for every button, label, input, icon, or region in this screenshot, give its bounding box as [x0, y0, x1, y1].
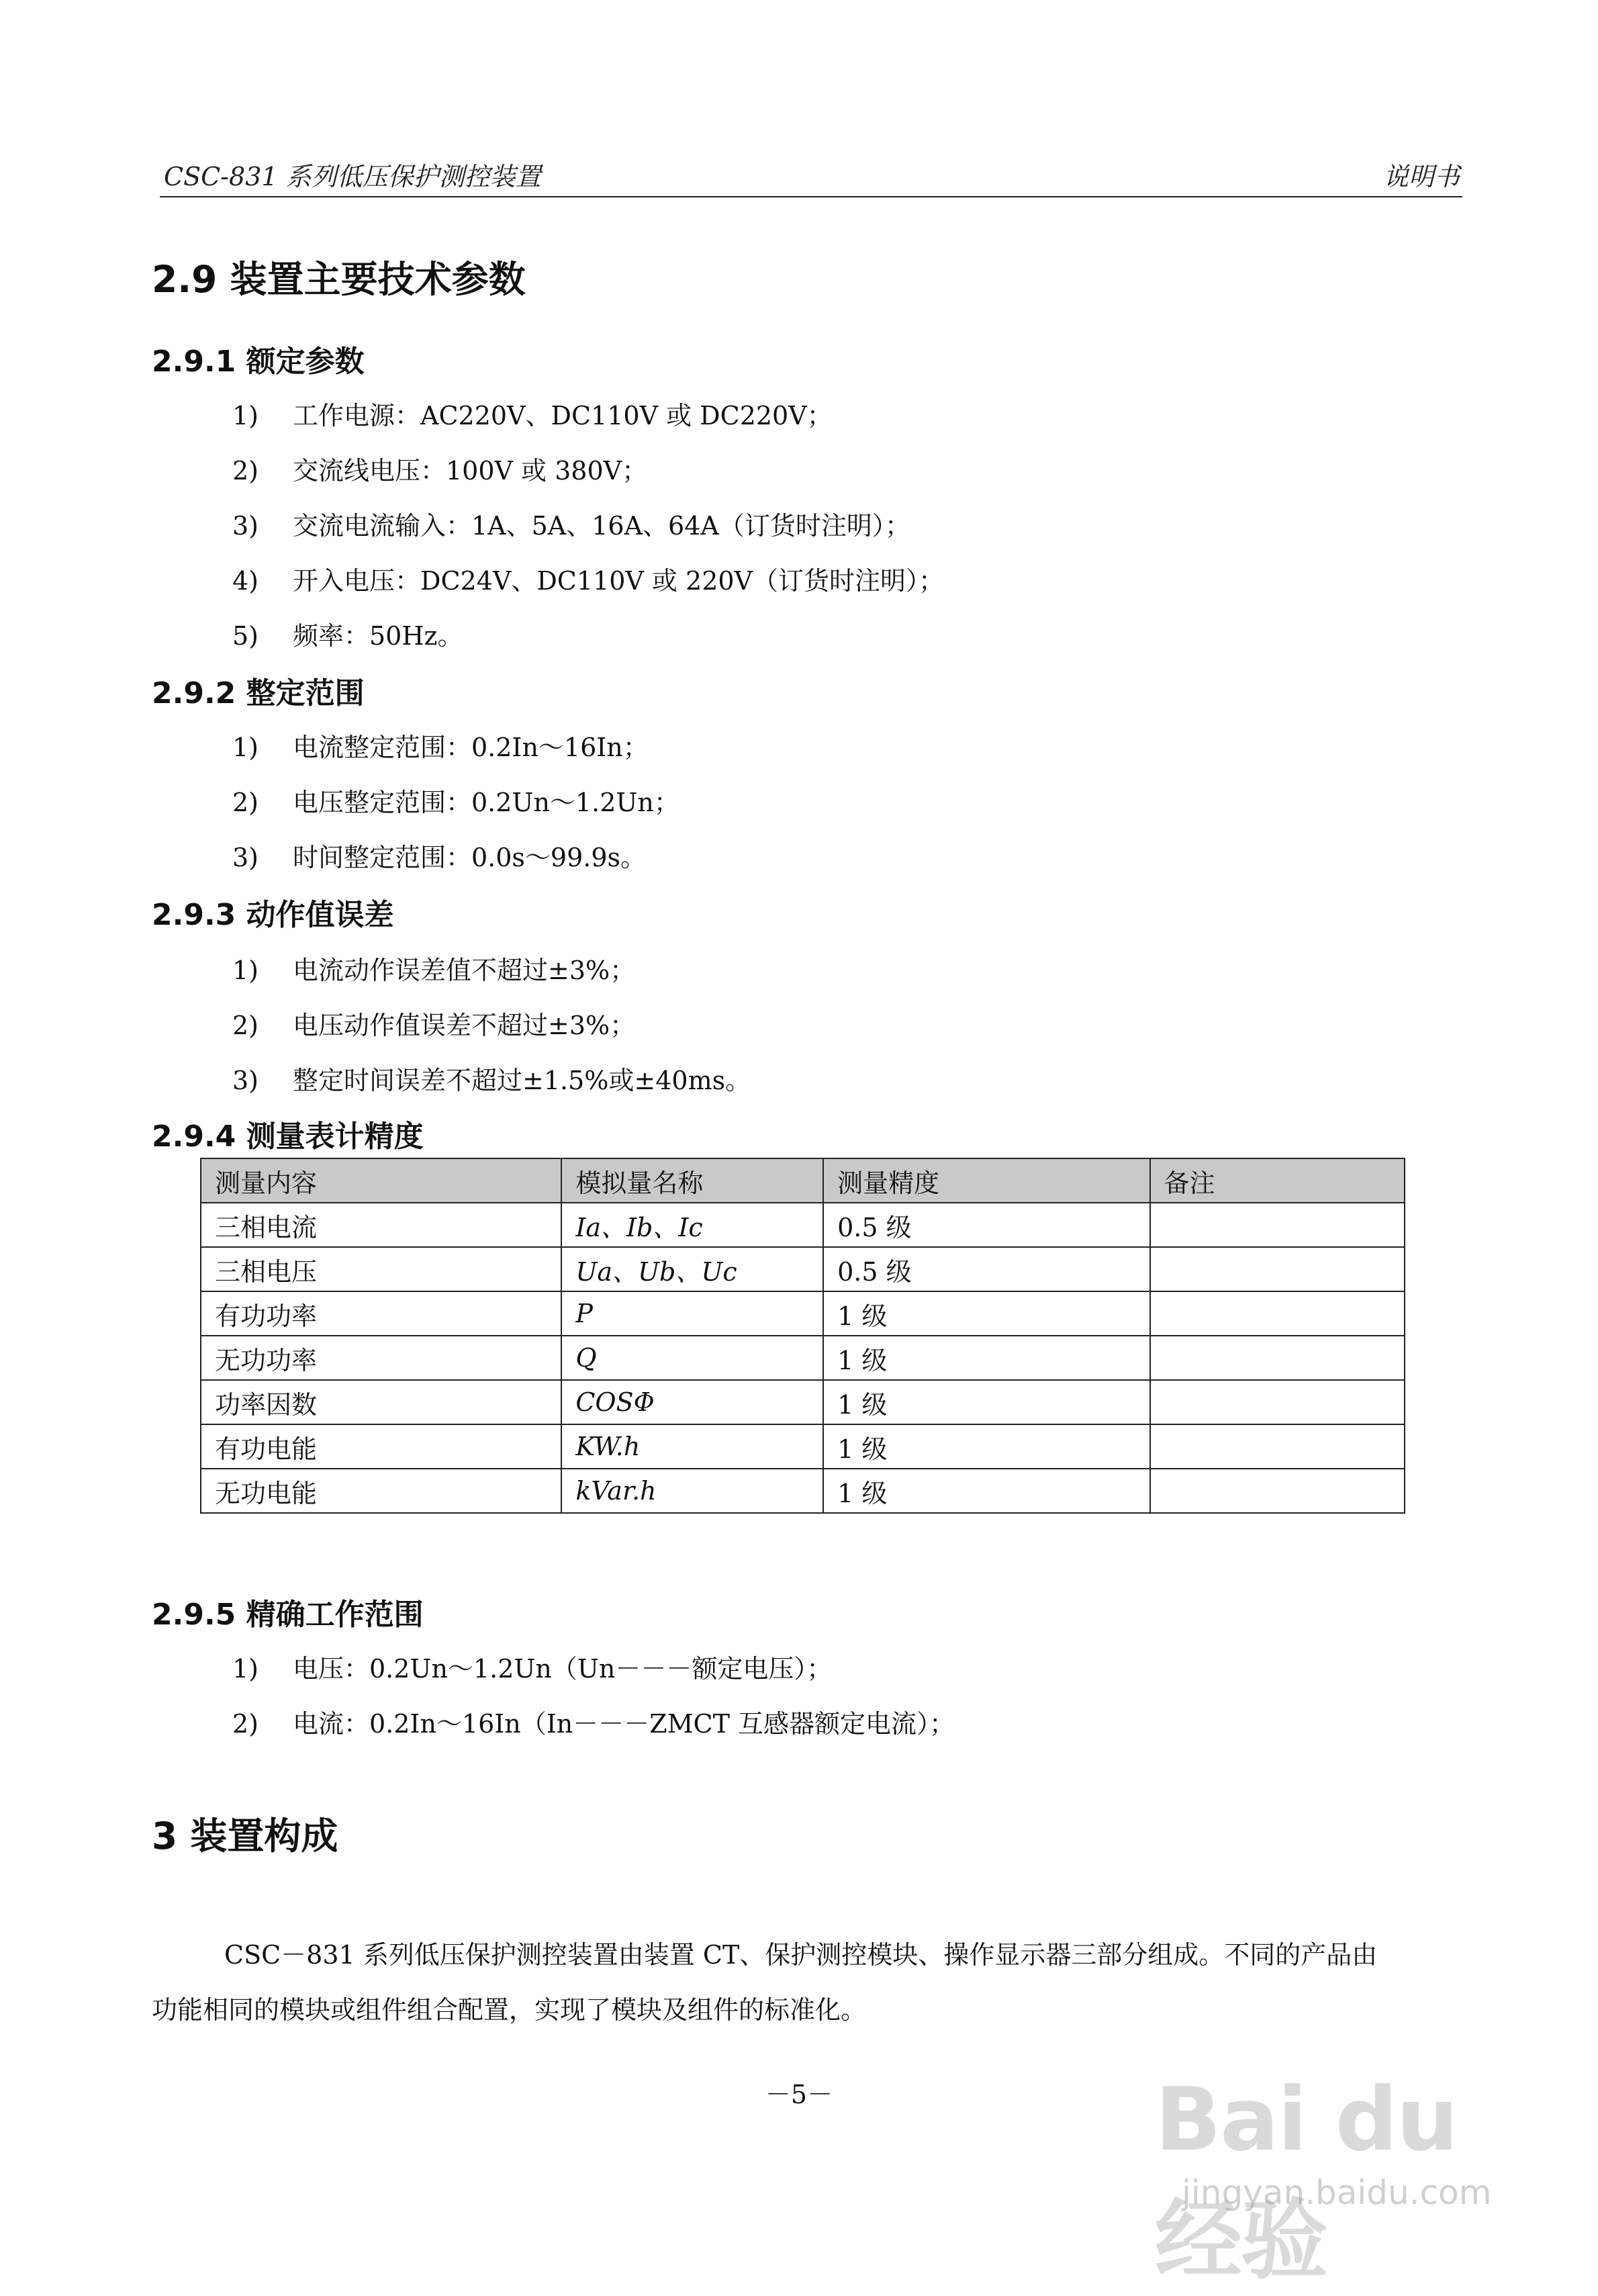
- table-cell: 有功电能: [201, 1424, 561, 1469]
- list-item: 1) 电压：0.2Un～1.2Un（Un－－－额定电压）；: [232, 1654, 833, 1684]
- table-cell: [1150, 1203, 1405, 1247]
- section-2-9-2-heading: 2.9.2 整定范围: [152, 676, 365, 710]
- column-header: 备注: [1150, 1158, 1405, 1203]
- table-cell: 1 级: [823, 1424, 1149, 1469]
- column-header: 模拟量名称: [561, 1158, 823, 1203]
- table-cell: kVar.h: [561, 1469, 823, 1513]
- list-item: 2) 电压动作值误差不超过±3%；: [232, 1011, 636, 1040]
- list-item: 2) 交流线电压：100V 或 380V；: [232, 456, 648, 486]
- column-header: 测量内容: [201, 1158, 561, 1203]
- list-item: 2) 电流：0.2In～16In（In－－－ZMCT 互感器额定电流）；: [232, 1709, 955, 1739]
- table-row: [201, 1469, 1405, 1513]
- table-cell: 1 级: [823, 1291, 1149, 1336]
- list-item: 2) 电压整定范围：0.2Un～1.2Un；: [232, 788, 679, 817]
- table-cell: Ia、Ib、Ic: [561, 1203, 823, 1247]
- table-cell: [1150, 1380, 1405, 1424]
- section-2-9-1-heading: 2.9.1 额定参数: [152, 345, 365, 379]
- table-cell: 三相电流: [201, 1203, 561, 1247]
- body-paragraph-line: 功能相同的模块或组件组合配置，实现了模块及组件的标准化。: [152, 1995, 867, 2025]
- list-item: 1) 工作电源：AC220V、DC110V 或 DC220V；: [232, 401, 833, 430]
- table-cell: [1150, 1291, 1405, 1336]
- table-cell: KW.h: [561, 1424, 823, 1469]
- table-cell: 无功功率: [201, 1336, 561, 1380]
- table-cell: COSΦ: [561, 1380, 823, 1424]
- list-item: 3) 整定时间误差不超过±1.5%或±40ms。: [232, 1066, 751, 1095]
- baidu-jingyan-logo: Bai du 经验: [1155, 2068, 1458, 2291]
- table-row: [201, 1336, 1405, 1380]
- header-doc-title: CSC-831 系列低压保护测控装置: [164, 162, 541, 191]
- page-number: －5－: [765, 2080, 833, 2109]
- measurement-accuracy-table: [200, 1158, 1405, 1514]
- table-cell: 0.5 级: [823, 1203, 1149, 1247]
- table-row: [201, 1424, 1405, 1469]
- table-row: [201, 1247, 1405, 1291]
- baidu-watermark: [1155, 2068, 1504, 2291]
- section-2-9-4-heading: 2.9.4 测量表计精度: [152, 1119, 424, 1154]
- table-cell: 0.5 级: [823, 1247, 1149, 1291]
- section-2-9-heading: 2.9 装置主要技术参数: [152, 258, 526, 301]
- table-cell: [1150, 1469, 1405, 1513]
- table-row: [201, 1291, 1405, 1336]
- table-cell: Ua、Ub、Uc: [561, 1247, 823, 1291]
- column-header: 测量精度: [823, 1158, 1149, 1203]
- table-cell: 三相电压: [201, 1247, 561, 1291]
- header-doc-type: 说明书: [1382, 162, 1460, 191]
- table-cell: P: [561, 1291, 823, 1336]
- body-paragraph-line: CSC－831 系列低压保护测控装置由装置 CT、保护测控模块、操作显示器三部分组成。不同的产品由: [224, 1940, 1378, 1970]
- watermark-url: jingyan.baidu.com: [1182, 2173, 1492, 2212]
- table-cell: 有功功率: [201, 1291, 561, 1336]
- table-cell: 无功电能: [201, 1469, 561, 1513]
- table-cell: 1 级: [823, 1336, 1149, 1380]
- table-cell: 1 级: [823, 1469, 1149, 1513]
- section-3-heading: 3 装置构成: [152, 1815, 338, 1857]
- table-cell: 1 级: [823, 1380, 1149, 1424]
- section-2-9-5-heading: 2.9.5 精确工作范围: [152, 1598, 424, 1632]
- table-cell: [1150, 1247, 1405, 1291]
- list-item: 3) 交流电流输入：1A、5A、16A、64A（订货时注明）；: [232, 511, 910, 541]
- table-cell: [1150, 1336, 1405, 1380]
- table-row: [201, 1380, 1405, 1424]
- table-cell: [1150, 1424, 1405, 1469]
- table-cell: 功率因数: [201, 1380, 561, 1424]
- list-item: 4) 开入电压：DC24V、DC110V 或 220V（订货时注明）；: [232, 566, 944, 596]
- header-rule: [160, 196, 1462, 197]
- table-header-row: [201, 1158, 1405, 1203]
- table-row: [201, 1203, 1405, 1247]
- table-cell: Q: [561, 1336, 823, 1380]
- list-item: 1) 电流动作误差值不超过±3%；: [232, 956, 636, 985]
- section-2-9-3-heading: 2.9.3 动作值误差: [152, 898, 394, 932]
- list-item: 5) 频率：50Hz。: [232, 621, 463, 651]
- list-item: 1) 电流整定范围：0.2In～16In；: [232, 733, 649, 762]
- list-item: 3) 时间整定范围：0.0s～99.9s。: [232, 843, 647, 872]
